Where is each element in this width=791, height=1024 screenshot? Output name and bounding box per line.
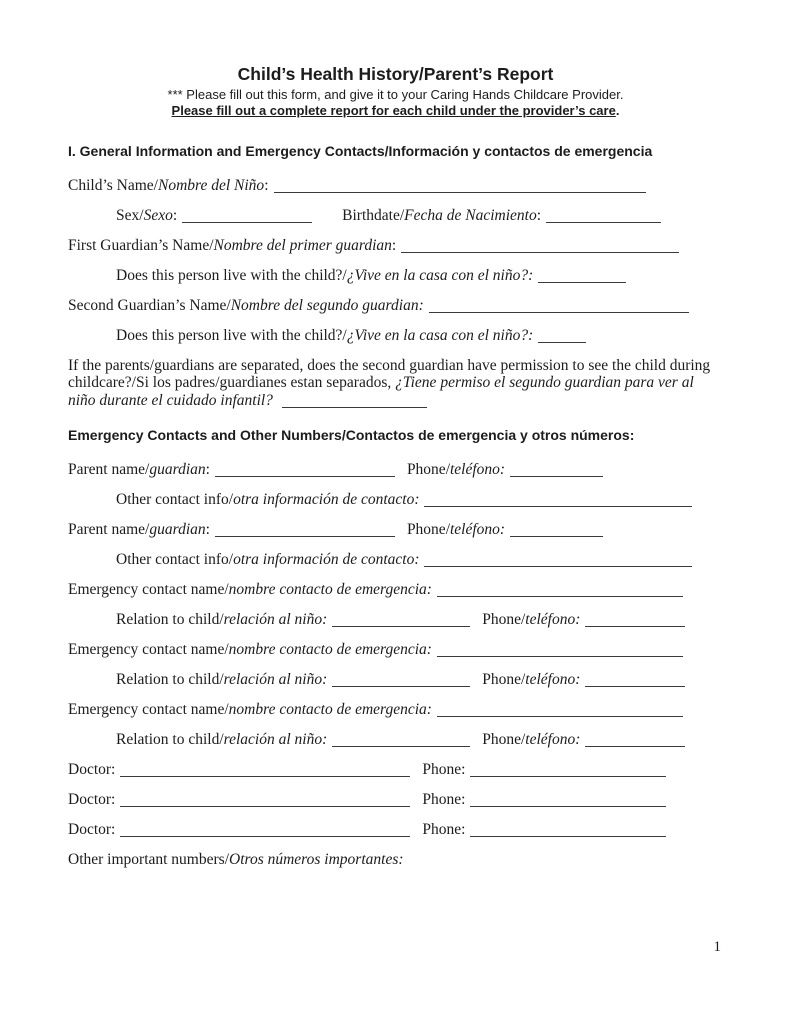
field-row-parent-name-1 — [68, 461, 723, 479]
other-contact-2-blank[interactable] — [424, 554, 692, 567]
label-es: ¿Vive en la casa con el niño?: — [346, 267, 534, 284]
relation-label — [116, 611, 327, 628]
label-en: Second Guardian’s Name/ — [68, 297, 231, 314]
field-row-doctor-1 — [68, 761, 723, 779]
label-es: nombre contacto de emergencia: — [228, 701, 432, 718]
label-en: Other contact info/ — [116, 551, 234, 568]
doctor-2-blank[interactable] — [120, 794, 410, 807]
doctor-label: Doctor: — [68, 791, 116, 808]
label-en: Phone/ — [406, 461, 450, 478]
second-guardian-label — [68, 297, 424, 314]
other-contact-1-blank[interactable] — [424, 494, 692, 507]
relation-label — [116, 671, 327, 688]
parent-name-2-blank[interactable] — [215, 524, 395, 537]
field-row-relation-1 — [68, 611, 723, 629]
field-row-other-contact-2 — [68, 551, 723, 569]
phone-label: Phone: — [422, 791, 466, 808]
label-es: teléfono: — [525, 671, 581, 688]
label-es: nombre contacto de emergencia: — [228, 581, 432, 598]
doctor-phone-2-blank[interactable] — [470, 794, 666, 807]
field-row-emergency-contact-1 — [68, 581, 723, 599]
second-guardian-blank[interactable] — [429, 300, 689, 313]
label-es: otra información de contacto: — [233, 551, 420, 568]
label-colon: : — [172, 207, 178, 224]
relation-phone-3-blank[interactable] — [585, 734, 685, 747]
phone-label: Phone: — [422, 761, 466, 778]
lives-with-child-label — [116, 327, 533, 344]
label-es: Fecha de Nacimiento — [404, 207, 537, 224]
doctor-phone-1-blank[interactable] — [470, 764, 666, 777]
label-es: teléfono: — [525, 611, 581, 628]
field-row-doctor-3 — [68, 821, 723, 839]
label-en: Phone/ — [482, 731, 526, 748]
doctor-1-blank[interactable] — [120, 764, 410, 777]
lives-with-child-1-blank[interactable] — [538, 270, 626, 283]
field-row-second-guardian — [68, 297, 723, 315]
label-colon: : — [536, 207, 542, 224]
header-instruction-period: . — [615, 103, 620, 118]
label-es: guardian — [149, 461, 206, 478]
emergency-contact-1-blank[interactable] — [437, 584, 683, 597]
question-es: ¿Tiene permiso el segundo guardian para ver al niño durante el cuidado infantil? — [68, 374, 694, 409]
phone-label — [482, 731, 580, 748]
phone-label: Phone: — [422, 821, 466, 838]
label-es: nombre contacto de emergencia: — [228, 641, 432, 658]
label-en: Other contact info/ — [116, 491, 234, 508]
doctor-phone-3-blank[interactable] — [470, 824, 666, 837]
first-guardian-blank[interactable] — [401, 240, 679, 253]
page-title: Child’s Health History/Parent’s Report — [237, 64, 554, 84]
label-es: Nombre del Niño — [157, 177, 265, 194]
label-en: First Guardian’s Name/ — [68, 237, 214, 254]
other-numbers-label — [68, 851, 404, 868]
field-row-lives-with-child-2 — [68, 327, 723, 345]
label-en: Emergency contact name/ — [68, 701, 229, 718]
label-es: otra información de contacto: — [233, 491, 420, 508]
label-es: relación al niño: — [223, 731, 328, 748]
parent-phone-2-blank[interactable] — [510, 524, 603, 537]
section-heading-emergency: Emergency Contacts and Other Numbers/Contactos de emergencia y otros números: — [68, 427, 635, 443]
emergency-contact-label — [68, 701, 432, 718]
birthdate-label — [342, 207, 541, 224]
label-en: Other important numbers/ — [68, 851, 229, 868]
separated-permission-blank[interactable] — [282, 395, 427, 408]
other-contact-label — [116, 551, 419, 568]
label-en: Birthdate/ — [342, 207, 405, 224]
label-en: Relation to child/ — [116, 671, 224, 688]
label-es: relación al niño: — [223, 611, 328, 628]
header-instruction-underlined: Please fill out a complete report for each child under the provider’s care — [171, 103, 616, 118]
parent-name-1-blank[interactable] — [215, 464, 395, 477]
label-en: Child’s Name/ — [68, 177, 158, 194]
label-en: Phone/ — [482, 611, 526, 628]
field-row-child-name — [68, 177, 723, 195]
field-row-sex-birthdate — [68, 207, 723, 225]
label-es: Nombre del primer guardian — [213, 237, 392, 254]
relation-2-blank[interactable] — [332, 674, 470, 687]
label-colon: : — [205, 461, 210, 478]
phone-label — [482, 611, 580, 628]
label-colon: : — [264, 177, 269, 194]
parent-phone-1-blank[interactable] — [510, 464, 603, 477]
child-name-blank[interactable] — [274, 180, 646, 193]
label-es: teléfono: — [525, 731, 581, 748]
child-name-label — [68, 177, 269, 194]
field-row-lives-with-child-1 — [68, 267, 723, 285]
relation-phone-2-blank[interactable] — [585, 674, 685, 687]
label-en: Sex/ — [116, 207, 144, 224]
label-es: Sexo — [143, 207, 173, 224]
phone-label — [482, 671, 580, 688]
label-colon: : — [391, 237, 397, 254]
doctor-label: Doctor: — [68, 821, 116, 838]
emergency-contact-3-blank[interactable] — [437, 704, 683, 717]
page-number: 1 — [713, 939, 721, 955]
relation-3-blank[interactable] — [332, 734, 470, 747]
other-contact-label — [116, 491, 419, 508]
label-en: Emergency contact name/ — [68, 641, 229, 658]
header-instruction — [68, 103, 723, 119]
question-en: If the parents/guardians are separated, does the second guardian have permission to see the child during childcare?/Si los padres/guardianes estan separados, — [68, 356, 711, 391]
parent-name-label — [68, 521, 210, 538]
emergency-contact-label — [68, 581, 432, 598]
label-colon: : — [205, 521, 210, 538]
field-row-relation-2 — [68, 671, 723, 689]
field-row-relation-3 — [68, 731, 723, 749]
header-note: *** Please fill out this form, and give it to your Caring Hands Childcare Provider. — [167, 87, 624, 102]
label-en: Parent name/ — [68, 521, 150, 538]
label-es: Nombre del segundo guardian: — [230, 297, 424, 314]
label-en: Does this person live with the child?/ — [116, 327, 347, 344]
phone-label — [407, 521, 505, 538]
doctor-3-blank[interactable] — [120, 824, 410, 837]
emergency-contact-label — [68, 641, 432, 658]
parent-name-label — [68, 461, 210, 478]
relation-label — [116, 731, 327, 748]
section-heading-general: I. General Information and Emergency Contacts/Información y contactos de emergencia — [68, 143, 653, 159]
label-en: Phone/ — [406, 521, 450, 538]
relation-1-blank[interactable] — [332, 614, 470, 627]
sex-blank[interactable] — [182, 210, 312, 223]
label-es: ¿Vive en la casa con el niño?: — [346, 327, 534, 344]
label-es: relación al niño: — [223, 671, 328, 688]
relation-phone-1-blank[interactable] — [585, 614, 685, 627]
field-row-emergency-contact-3 — [68, 701, 723, 719]
lives-with-child-2-blank[interactable] — [538, 330, 586, 343]
label-en: Relation to child/ — [116, 611, 224, 628]
first-guardian-label — [68, 237, 396, 254]
label-en: Relation to child/ — [116, 731, 224, 748]
label-es: guardian — [149, 521, 206, 538]
field-row-other-numbers — [68, 851, 723, 869]
label-es: Otros números importantes: — [229, 851, 404, 868]
emergency-contact-2-blank[interactable] — [437, 644, 683, 657]
field-row-first-guardian — [68, 237, 723, 255]
field-row-parent-name-2 — [68, 521, 723, 539]
label-en: Does this person live with the child?/ — [116, 267, 347, 284]
doctor-label: Doctor: — [68, 761, 116, 778]
label-es: teléfono: — [450, 461, 506, 478]
field-row-emergency-contact-2 — [68, 641, 723, 659]
phone-label — [407, 461, 505, 478]
field-row-other-contact-1 — [68, 491, 723, 509]
field-row-doctor-2 — [68, 791, 723, 809]
label-en: Phone/ — [482, 671, 526, 688]
separated-permission-question — [68, 357, 723, 410]
birthdate-blank[interactable] — [546, 210, 661, 223]
label-es: teléfono: — [450, 521, 506, 538]
label-en: Emergency contact name/ — [68, 581, 229, 598]
lives-with-child-label — [116, 267, 533, 284]
label-en: Parent name/ — [68, 461, 150, 478]
sex-label — [116, 207, 177, 224]
